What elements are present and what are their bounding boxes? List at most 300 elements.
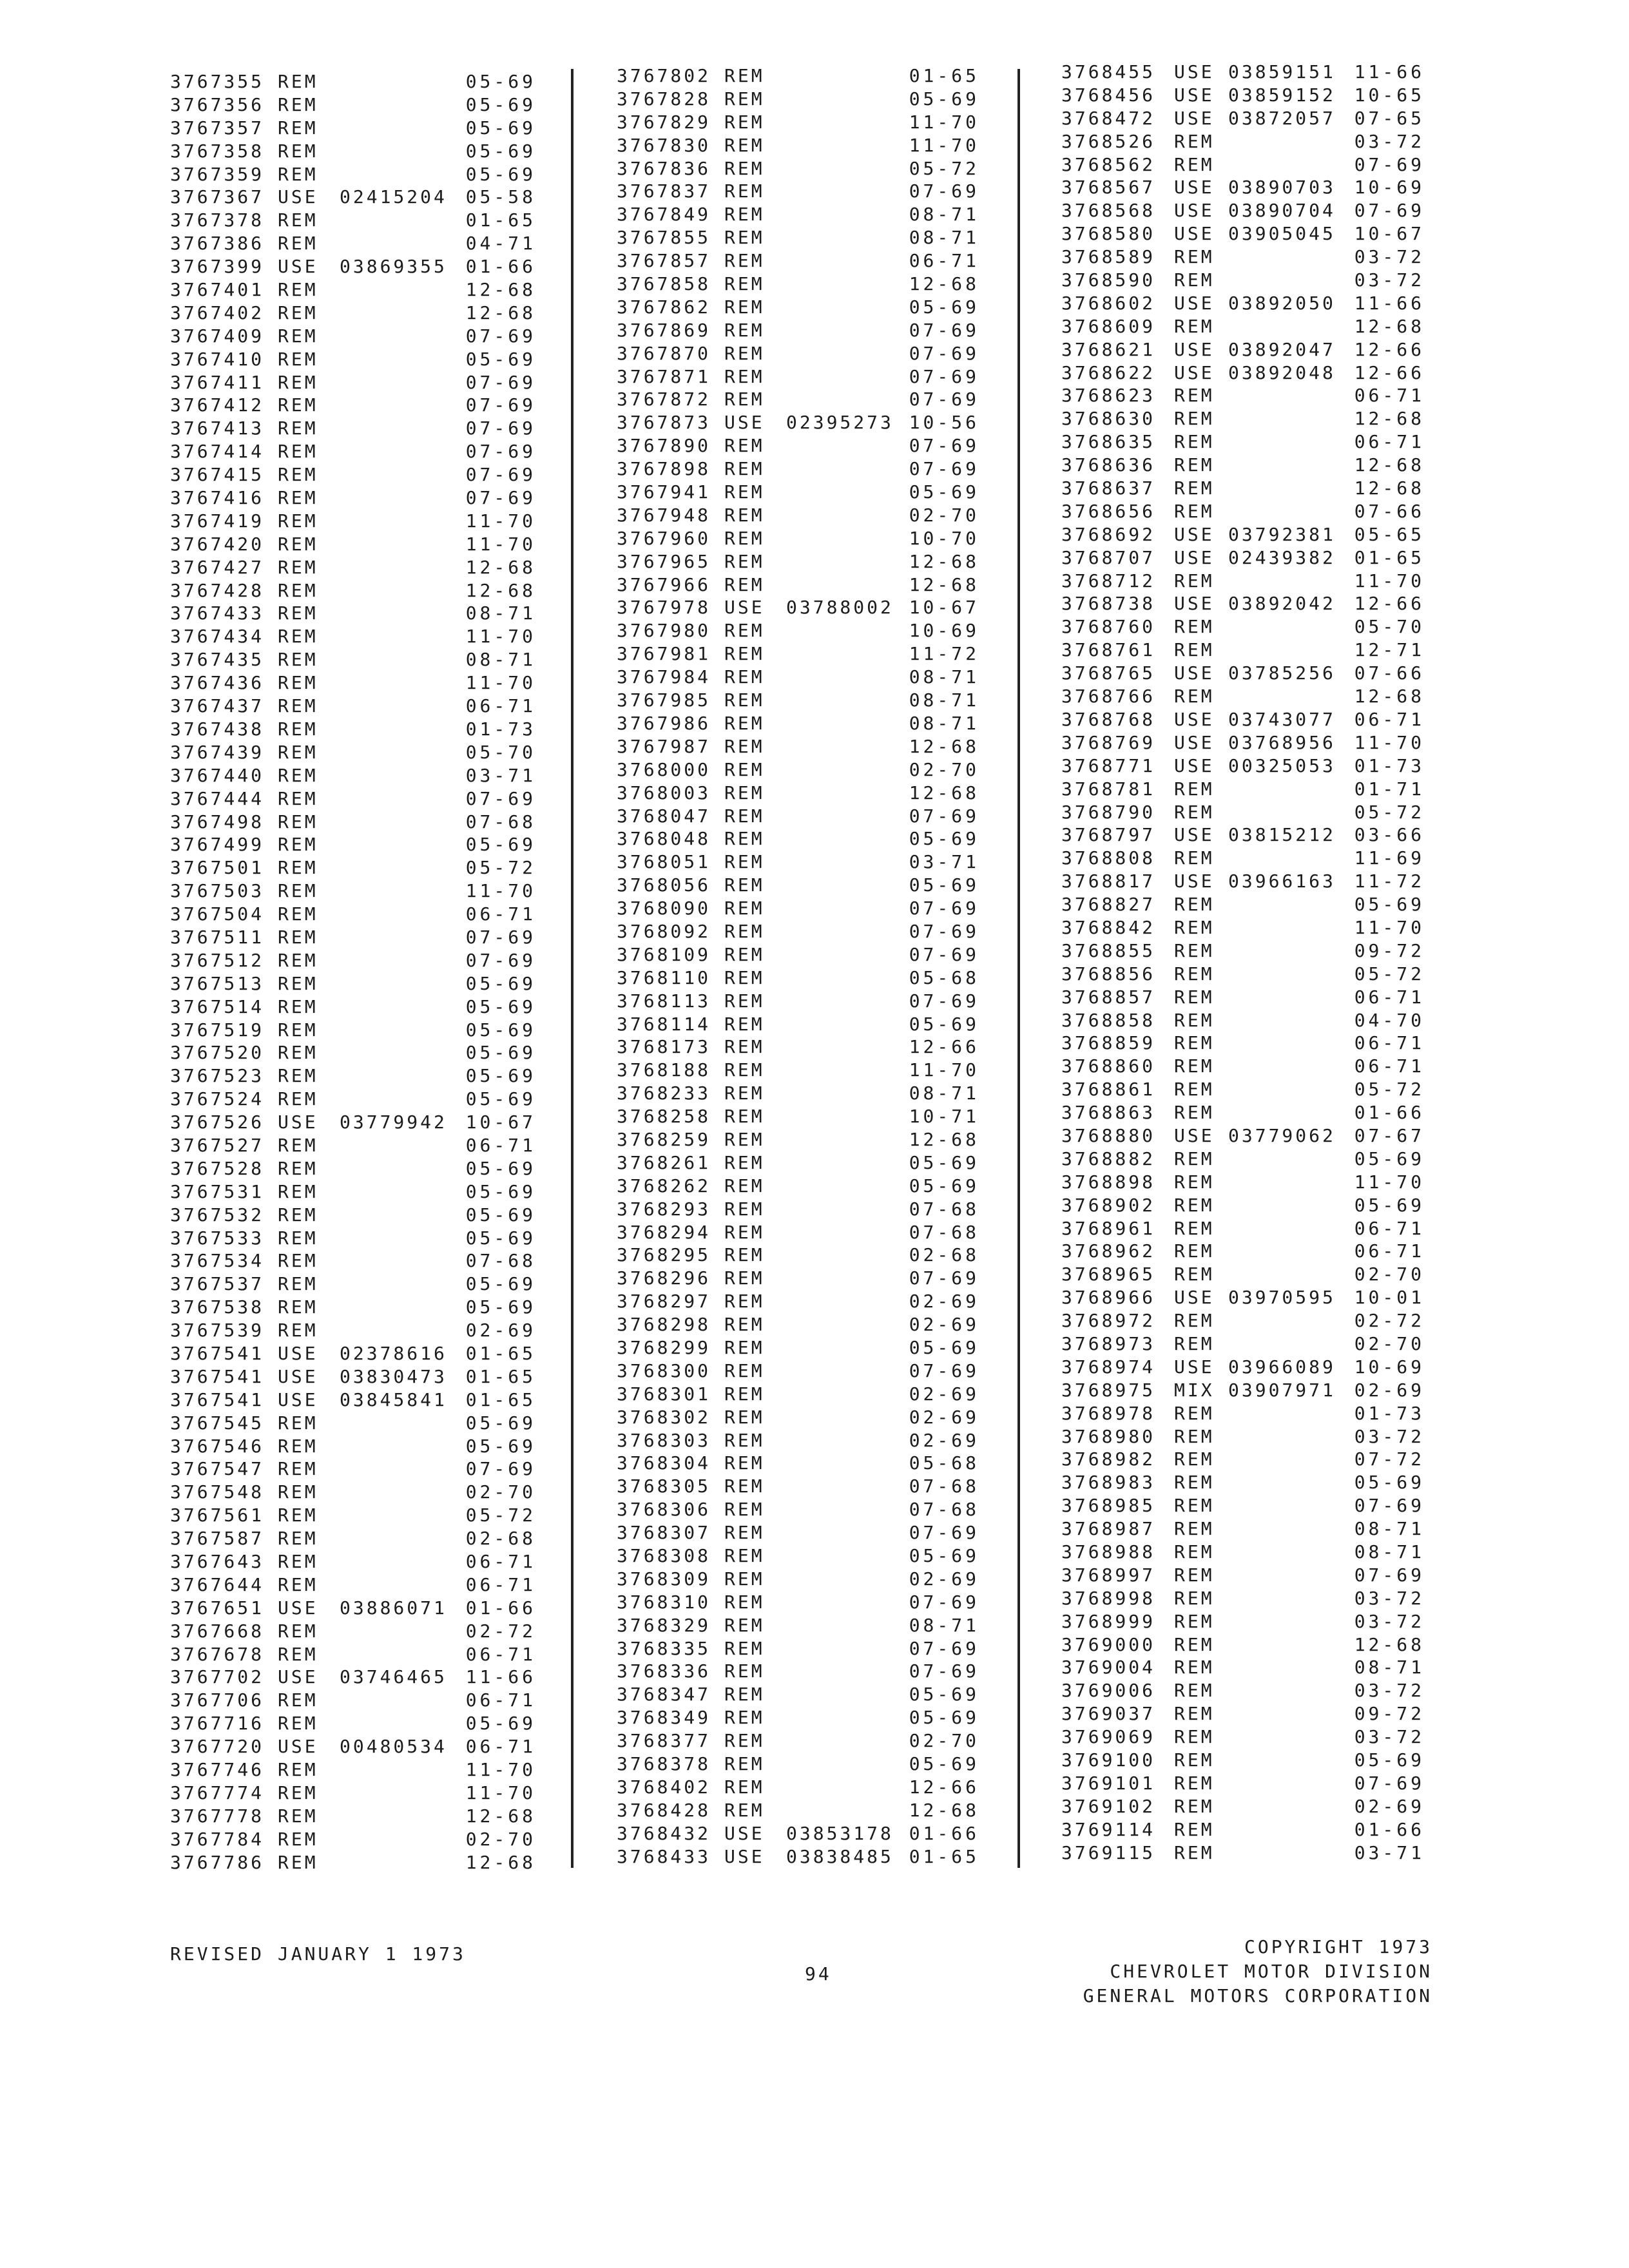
date-code: 02-70 [1354, 1264, 1425, 1285]
parts-row [1061, 1286, 1425, 1309]
action-code: USE [724, 1845, 765, 1867]
part-number: 3767402 [170, 302, 265, 323]
date-code: 01-65 [465, 1389, 536, 1410]
date-code: 02-69 [1354, 1379, 1425, 1401]
parts-row [617, 712, 979, 735]
date-code: 11-70 [1354, 916, 1425, 938]
action-code: REM [724, 1429, 765, 1451]
date-code: 05-69 [909, 828, 979, 850]
parts-row [1061, 778, 1425, 801]
date-code: 03-71 [909, 851, 979, 873]
parts-row [617, 1151, 979, 1175]
parts-row [617, 943, 979, 966]
parts-row [1061, 1425, 1425, 1448]
action-code: REM [724, 1175, 765, 1196]
parts-row [617, 203, 979, 226]
action-code: REM [1174, 500, 1215, 522]
date-code: 06-71 [1354, 986, 1425, 1008]
parts-row [617, 1475, 979, 1498]
part-number: 3768297 [617, 1291, 711, 1312]
date-code: 05-69 [465, 1713, 536, 1735]
action-code: REM [724, 1660, 765, 1682]
action-code: REM [278, 949, 318, 971]
date-code: 01-71 [1354, 778, 1425, 800]
date-code: 12-66 [909, 1776, 979, 1798]
part-number: 3767651 [170, 1597, 265, 1619]
date-code: 05-72 [909, 157, 979, 179]
part-number: 3769006 [1061, 1680, 1156, 1702]
action-code: REM [1174, 1518, 1215, 1540]
parts-row [1061, 986, 1425, 1009]
action-code: REM [278, 510, 318, 532]
action-code: REM [724, 1499, 765, 1521]
part-number: 3768562 [1061, 153, 1156, 175]
action-code: REM [278, 1851, 318, 1873]
action-code: USE [1174, 84, 1215, 106]
parts-row [170, 1805, 536, 1828]
action-code: REM [724, 573, 765, 595]
parts-row [170, 440, 536, 463]
action-code: REM [724, 1059, 765, 1081]
action-code: REM [278, 1320, 318, 1341]
action-code: REM [278, 441, 318, 463]
parts-row [170, 1273, 536, 1296]
part-number: 3769069 [1061, 1726, 1156, 1748]
parts-row [617, 180, 979, 203]
action-code: USE [1174, 292, 1215, 314]
date-code: 08-71 [465, 602, 536, 624]
part-number: 3767378 [170, 209, 265, 231]
action-code: REM [724, 1406, 765, 1428]
action-code: REM [1174, 939, 1215, 961]
action-code: REM [278, 1042, 318, 1064]
part-number: 3769004 [1061, 1657, 1156, 1678]
action-code: REM [1174, 1472, 1215, 1494]
date-code: 05-69 [465, 1296, 536, 1318]
date-code: 07-69 [465, 1458, 536, 1480]
parts-row [1061, 1309, 1425, 1332]
date-code: 05-69 [1354, 1194, 1425, 1216]
revision-date: REVISED JANUARY 1 1973 [170, 1943, 466, 1965]
part-number: 3768114 [617, 1013, 711, 1035]
parts-row [170, 926, 536, 949]
date-code: 07-69 [909, 1660, 979, 1682]
date-code: 05-69 [465, 1180, 536, 1202]
part-number: 3769037 [1061, 1703, 1156, 1725]
parts-row [617, 1336, 979, 1360]
part-number: 3767871 [617, 365, 711, 387]
parts-row [170, 833, 536, 856]
part-number: 3767498 [170, 811, 265, 832]
parts-row [1061, 615, 1425, 639]
parts-row [1061, 361, 1425, 385]
part-number: 3767434 [170, 626, 265, 648]
date-code: 01-65 [909, 65, 979, 86]
action-code: USE [278, 1597, 318, 1619]
parts-row [617, 1313, 979, 1336]
replacement-part-number: 03892047 [1228, 338, 1336, 360]
parts-row [1061, 546, 1425, 570]
date-code: 05-69 [1354, 1148, 1425, 1169]
page-number: 94 [805, 1963, 832, 1984]
part-number: 3767941 [617, 481, 711, 503]
action-code: USE [1174, 1287, 1215, 1309]
parts-row [617, 550, 979, 573]
parts-row [617, 457, 979, 481]
date-code: 05-68 [909, 1452, 979, 1474]
action-code: REM [724, 88, 765, 110]
part-number: 3767984 [617, 666, 711, 688]
action-code: REM [724, 1336, 765, 1358]
action-code: REM [278, 487, 318, 509]
part-number: 3768298 [617, 1314, 711, 1336]
part-number: 3768402 [617, 1776, 711, 1798]
part-number: 3768051 [617, 851, 711, 873]
part-number: 3767513 [170, 972, 265, 994]
parts-row [617, 434, 979, 457]
date-code: 08-71 [909, 712, 979, 734]
replacement-part-number: 03905045 [1228, 223, 1336, 245]
action-code: REM [278, 163, 318, 185]
parts-row [617, 850, 979, 874]
part-number: 3767437 [170, 695, 265, 717]
date-code: 07-68 [909, 1499, 979, 1521]
action-code: REM [1174, 431, 1215, 453]
parts-row [617, 1729, 979, 1753]
date-code: 11-70 [909, 134, 979, 156]
date-code: 01-65 [1354, 546, 1425, 568]
part-number: 3768433 [617, 1845, 711, 1867]
part-number: 3768880 [1061, 1124, 1156, 1146]
part-number: 3768771 [1061, 754, 1156, 776]
date-code: 05-69 [909, 1175, 979, 1196]
part-number: 3768568 [1061, 200, 1156, 222]
parts-row [170, 140, 536, 163]
parts-column-1 [170, 70, 536, 1874]
replacement-part-number: 03792381 [1228, 523, 1336, 545]
date-code: 02-70 [909, 1730, 979, 1752]
action-code: USE [1174, 593, 1215, 615]
part-number: 3767869 [617, 319, 711, 341]
part-number: 3767514 [170, 995, 265, 1017]
date-code: 08-71 [1354, 1541, 1425, 1562]
date-code: 12-68 [465, 302, 536, 323]
date-code: 02-69 [1354, 1795, 1425, 1817]
action-code: REM [724, 1244, 765, 1266]
part-number: 3768296 [617, 1267, 711, 1289]
date-code: 10-71 [909, 1106, 979, 1128]
action-code: REM [724, 620, 765, 642]
parts-row [1061, 731, 1425, 754]
action-code: REM [1174, 1402, 1215, 1424]
date-code: 05-70 [465, 741, 536, 763]
date-code: 01-65 [465, 1342, 536, 1364]
date-code: 07-72 [1354, 1448, 1425, 1470]
action-code: REM [1174, 1102, 1215, 1124]
action-code: USE [1174, 708, 1215, 730]
part-number: 3768567 [1061, 177, 1156, 198]
action-code: REM [1174, 315, 1215, 337]
parts-row [617, 1498, 979, 1521]
action-code: USE [1174, 200, 1215, 222]
parts-row [1061, 592, 1425, 615]
parts-row [1061, 176, 1425, 199]
parts-row [1061, 1009, 1425, 1032]
parts-row [170, 1204, 536, 1227]
replacement-part-number: 03886071 [340, 1597, 447, 1619]
part-number: 3768636 [1061, 454, 1156, 476]
action-code: USE [278, 256, 318, 278]
part-number: 3767416 [170, 487, 265, 509]
parts-row [617, 1406, 979, 1429]
action-code: REM [278, 418, 318, 439]
part-number: 3767401 [170, 279, 265, 301]
parts-row [1061, 269, 1425, 292]
column-divider [1017, 69, 1020, 1868]
action-code: REM [278, 1481, 318, 1503]
parts-row [1061, 500, 1425, 523]
part-number: 3768622 [1061, 361, 1156, 383]
action-code: USE [1174, 61, 1215, 82]
action-code: REM [1174, 130, 1215, 152]
action-code: REM [724, 1383, 765, 1405]
date-code: 10-67 [465, 1111, 536, 1133]
part-number: 3767829 [617, 111, 711, 133]
action-code: REM [278, 1180, 318, 1202]
part-number: 3767444 [170, 787, 265, 809]
parts-row [170, 93, 536, 117]
division-line: CHEVROLET MOTOR DIVISION [1110, 1961, 1432, 1982]
action-code: REM [278, 1273, 318, 1295]
parts-row [617, 1568, 979, 1591]
parts-row [170, 972, 536, 995]
action-code: REM [1174, 1703, 1215, 1725]
date-code: 02-70 [909, 758, 979, 780]
date-code: 12-68 [1354, 408, 1425, 430]
date-code: 12-68 [909, 1128, 979, 1150]
parts-row [617, 1660, 979, 1683]
parts-row [170, 1666, 536, 1689]
date-code: 07-68 [465, 1250, 536, 1272]
part-number: 3767532 [170, 1204, 265, 1225]
date-code: 06-71 [1354, 385, 1425, 407]
date-code: 12-66 [909, 1036, 979, 1058]
parts-row [1061, 1356, 1425, 1379]
part-number: 3768760 [1061, 616, 1156, 638]
parts-row [617, 64, 979, 88]
part-number: 3767358 [170, 140, 265, 162]
parts-row [617, 1776, 979, 1799]
date-code: 10-69 [1354, 1356, 1425, 1378]
action-code: REM [1174, 801, 1215, 823]
date-code: 01-66 [465, 256, 536, 278]
part-number: 3768858 [1061, 1009, 1156, 1031]
action-code: REM [278, 302, 318, 323]
parts-row [617, 319, 979, 342]
action-code: REM [724, 1591, 765, 1613]
parts-row [170, 995, 536, 1019]
date-code: 05-72 [1354, 1079, 1425, 1100]
parts-row [170, 1457, 536, 1481]
action-code: REM [278, 348, 318, 370]
action-code: REM [724, 990, 765, 1012]
part-number: 3767855 [617, 227, 711, 249]
part-number: 3769101 [1061, 1772, 1156, 1794]
date-code: 05-69 [465, 1273, 536, 1295]
part-number: 3768983 [1061, 1472, 1156, 1494]
parts-row [170, 163, 536, 186]
parts-row [617, 990, 979, 1013]
date-code: 05-69 [909, 296, 979, 318]
parts-row [170, 811, 536, 834]
action-code: REM [278, 1157, 318, 1179]
date-code: 07-68 [909, 1198, 979, 1220]
part-number: 3768623 [1061, 385, 1156, 407]
date-code: 02-69 [909, 1568, 979, 1590]
part-number: 3768769 [1061, 731, 1156, 753]
part-number: 3767784 [170, 1828, 265, 1850]
date-code: 07-69 [909, 943, 979, 965]
date-code: 11-70 [465, 626, 536, 648]
part-number: 3767440 [170, 764, 265, 786]
part-number: 3767836 [617, 157, 711, 179]
action-code: REM [1174, 1495, 1215, 1517]
date-code: 01-65 [465, 1365, 536, 1387]
parts-row [617, 88, 979, 111]
parts-row [617, 1822, 979, 1845]
date-code: 07-66 [1354, 500, 1425, 522]
part-number: 3767644 [170, 1573, 265, 1595]
date-code: 08-71 [465, 649, 536, 671]
parts-row [170, 1550, 536, 1573]
parts-row [170, 625, 536, 648]
date-code: 05-72 [465, 1504, 536, 1526]
parts-row [617, 1059, 979, 1082]
action-code: REM [724, 1522, 765, 1544]
part-number: 3768233 [617, 1082, 711, 1104]
action-code: REM [724, 1568, 765, 1590]
action-code: REM [278, 1250, 318, 1272]
replacement-part-number: 00325053 [1228, 754, 1336, 776]
part-number: 3767413 [170, 418, 265, 439]
parts-row [170, 671, 536, 695]
part-number: 3768855 [1061, 939, 1156, 961]
date-code: 11-70 [1354, 731, 1425, 753]
date-code: 11-70 [465, 1782, 536, 1803]
action-code: REM [278, 1689, 318, 1711]
part-number: 3767858 [617, 273, 711, 295]
action-code: REM [278, 602, 318, 624]
parts-row [170, 1481, 536, 1504]
part-number: 3767746 [170, 1759, 265, 1781]
date-code: 05-70 [1354, 616, 1425, 638]
replacement-part-number: 03838485 [786, 1845, 894, 1867]
parts-row [617, 897, 979, 920]
date-code: 05-69 [909, 1707, 979, 1729]
parts-row [1061, 61, 1425, 84]
part-number: 3768090 [617, 898, 711, 919]
parts-row [617, 1845, 979, 1869]
date-code: 02-68 [909, 1244, 979, 1266]
parts-row [617, 920, 979, 943]
part-number: 3768258 [617, 1106, 711, 1128]
action-code: REM [1174, 1194, 1215, 1216]
date-code: 02-70 [909, 504, 979, 526]
parts-row [1061, 893, 1425, 916]
parts-row [170, 417, 536, 440]
parts-row [617, 573, 979, 597]
action-code: REM [1174, 616, 1215, 638]
parts-row [170, 302, 536, 325]
parts-row [1061, 662, 1425, 685]
replacement-part-number: 02415204 [340, 186, 447, 208]
part-number: 3767524 [170, 1088, 265, 1110]
action-code: REM [278, 695, 318, 717]
action-code: REM [1174, 1332, 1215, 1354]
action-code: REM [724, 943, 765, 965]
action-code: REM [724, 735, 765, 757]
date-code: 07-69 [909, 389, 979, 410]
parts-row [170, 1111, 536, 1134]
part-number: 3768863 [1061, 1102, 1156, 1124]
part-number: 3768781 [1061, 778, 1156, 800]
parts-row [617, 666, 979, 689]
part-number: 3767541 [170, 1365, 265, 1387]
part-number: 3768349 [617, 1707, 711, 1729]
parts-row [170, 1041, 536, 1064]
parts-row [170, 648, 536, 671]
part-number: 3767898 [617, 458, 711, 480]
date-code: 01-66 [909, 1822, 979, 1844]
part-number: 3767948 [617, 504, 711, 526]
replacement-part-number: 03779942 [340, 1111, 447, 1133]
date-code: 12-71 [1354, 639, 1425, 661]
action-code: REM [724, 458, 765, 480]
parts-row [1061, 523, 1425, 546]
parts-row [1061, 708, 1425, 731]
parts-row [617, 758, 979, 782]
date-code: 06-71 [465, 1736, 536, 1758]
part-number: 3768999 [1061, 1610, 1156, 1632]
parts-row [1061, 384, 1425, 407]
date-code: 06-71 [465, 1643, 536, 1665]
action-code: REM [724, 1221, 765, 1243]
action-code: REM [724, 1198, 765, 1220]
part-number: 3767412 [170, 394, 265, 416]
parts-row [170, 1573, 536, 1597]
action-code: REM [1174, 1425, 1215, 1447]
part-number: 3768301 [617, 1383, 711, 1405]
action-code: USE [1174, 223, 1215, 245]
part-number: 3767534 [170, 1250, 265, 1272]
date-code: 10-67 [909, 597, 979, 619]
part-number: 3767830 [617, 134, 711, 156]
part-number: 3768113 [617, 990, 711, 1012]
parts-row [170, 1782, 536, 1805]
part-number: 3768861 [1061, 1079, 1156, 1100]
part-number: 3767985 [617, 689, 711, 711]
action-code: REM [724, 1360, 765, 1381]
parts-row [1061, 870, 1425, 893]
parts-row [1061, 685, 1425, 708]
action-code: REM [1174, 1055, 1215, 1077]
part-number: 3768761 [1061, 639, 1156, 661]
replacement-part-number: 03970595 [1228, 1287, 1336, 1309]
action-code: REM [724, 712, 765, 734]
action-code: REM [278, 1759, 318, 1781]
date-code: 10-69 [909, 620, 979, 642]
date-code: 05-69 [465, 140, 536, 162]
